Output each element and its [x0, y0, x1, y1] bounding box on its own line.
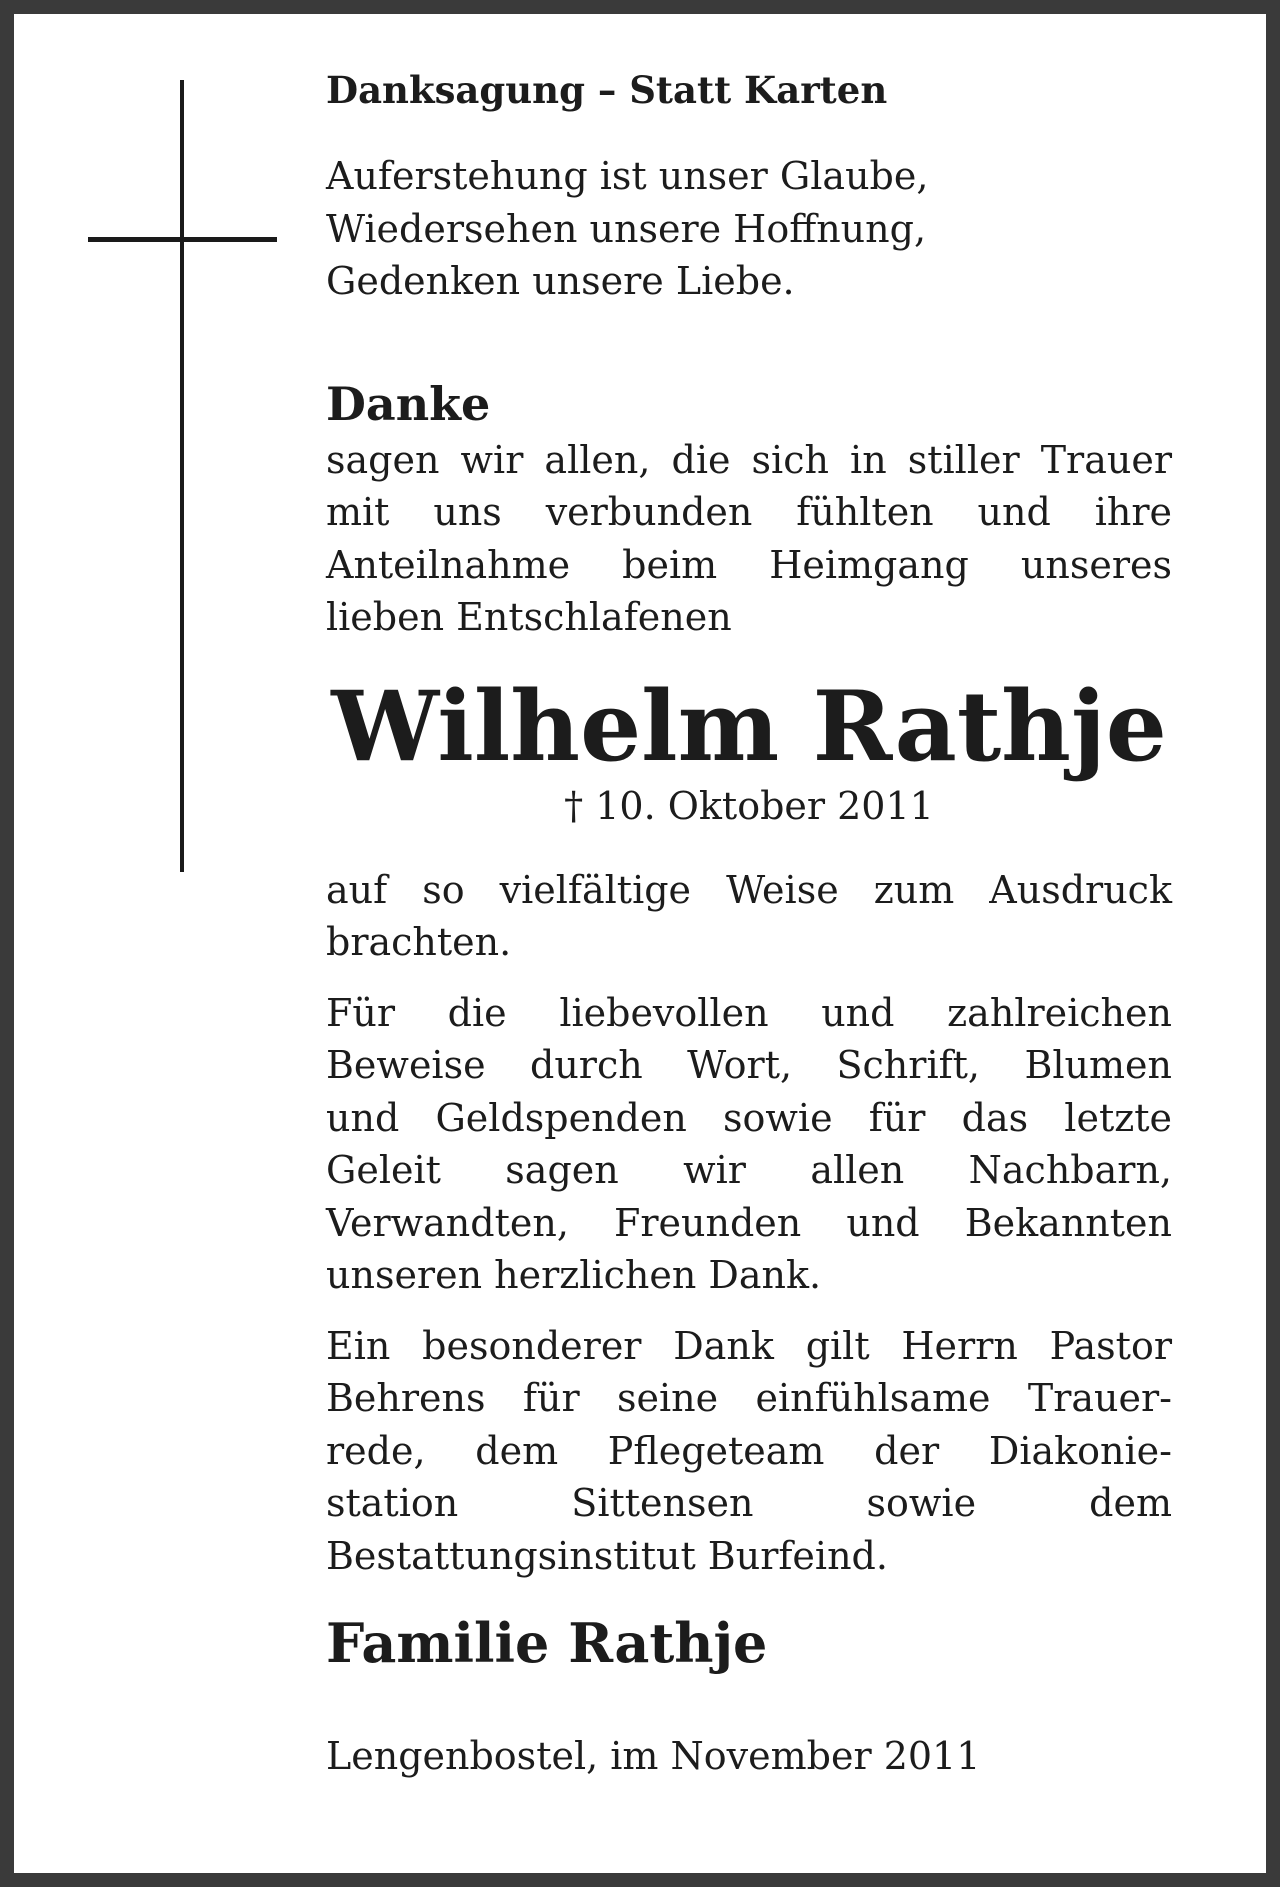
- paragraph-line: brachten.: [326, 920, 512, 964]
- deceased-name: Wilhelm Rathje: [331, 669, 1167, 783]
- paragraph-line: und Geldspenden sowie für das letzte: [326, 1095, 1172, 1140]
- paragraph-line: Geleit sagen wir allen Nachbarn,: [326, 1148, 1172, 1192]
- intro-line: Anteilnahme beim Heimgang unseres: [326, 542, 1172, 587]
- paragraph-line: auf so vielfältige Weise zum Ausdruck: [326, 867, 1172, 912]
- paragraph-line: station Sittensen sowie dem: [326, 1481, 1172, 1525]
- paragraph-1: [326, 864, 1172, 969]
- notice-header: Danksagung – Statt Karten: [326, 68, 888, 112]
- intro-line: lieben Entschlafenen: [326, 595, 732, 639]
- intro-line: sagen wir allen, die sich in stiller Trauer: [326, 437, 1172, 482]
- paragraph-line: Beweise durch Wort, Schrift, Blumen: [326, 1043, 1172, 1087]
- cross-icon-vertical-bar: [180, 80, 184, 872]
- death-date: † 10. Oktober 2011: [564, 783, 934, 828]
- paragraph-line: Bestattungsinstitut Burfeind.: [326, 1533, 888, 1578]
- paragraph-line: Für die liebevollen und zahlreichen: [326, 990, 1172, 1035]
- notice-content: [326, 64, 1172, 1782]
- motto-line: Auferstehung ist unser Glaube,: [326, 154, 929, 198]
- paragraph-line: Ein besonderer Dank gilt Herrn Pastor: [326, 1323, 1172, 1368]
- intro-paragraph: [326, 434, 1172, 644]
- signature: Familie Rathje: [326, 1611, 768, 1675]
- intro-line: mit uns verbunden fühlten und ihre: [326, 490, 1172, 534]
- paragraph-line: Behrens für seine einfühlsame Trauer-: [326, 1376, 1172, 1420]
- motto-line: Gedenken unsere Liebe.: [326, 259, 795, 303]
- paragraph-line: rede, dem Pflegeteam der Diakonie-: [326, 1428, 1172, 1473]
- motto: [326, 150, 1172, 308]
- paragraph-3: [326, 1320, 1172, 1583]
- cross-icon-horizontal-bar: [88, 237, 277, 242]
- motto-line: Wiedersehen unsere Hoffnung,: [326, 206, 927, 251]
- paragraph-2: [326, 987, 1172, 1302]
- thanks-heading: Danke: [326, 376, 491, 431]
- place-date: Lengenbostel, im November 2011: [326, 1734, 981, 1778]
- paragraph-line: Verwandten, Freunden und Bekannten: [326, 1200, 1172, 1245]
- paragraph-line: unseren herzlichen Dank.: [326, 1253, 822, 1297]
